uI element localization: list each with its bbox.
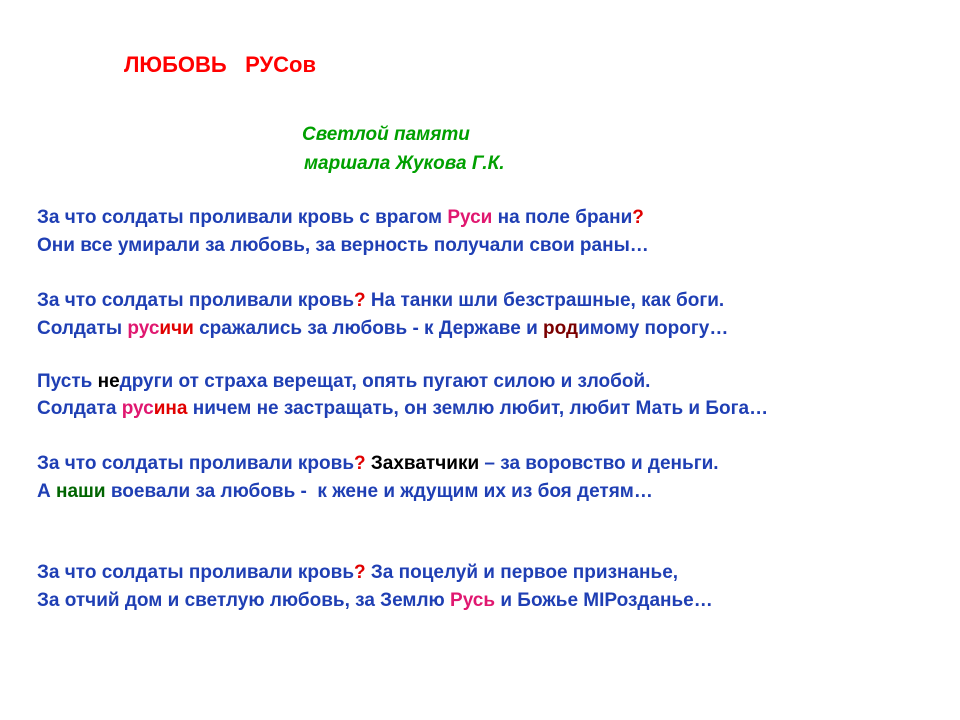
text-run: За что солдаты проливали кровь [37,453,354,474]
text-run: не [97,371,120,392]
text-run: Русь [450,590,496,611]
text-run: ? [354,562,366,583]
text-run: Пусть [37,371,98,392]
dedication-line-2: маршала Жукова Г.К. [304,153,505,174]
text-run: За поцелуй и первое признанье, [365,562,679,583]
text-run: За что солдаты проливали кровь с врагом [37,207,448,228]
stanza-5-line-1 [37,561,678,585]
text-run: Солдата [37,398,122,419]
text-run: За что солдаты проливали кровь [37,562,354,583]
stanza-1-line-2 [37,234,649,258]
stanza-3-line-2 [37,397,768,421]
text-run: на поле брани [492,207,633,228]
text-run: Захватчики [365,453,480,474]
dedication-line-1: Светлой памяти [302,124,470,145]
text-run: имому порогу… [578,318,729,339]
text-run: ичи [159,318,194,339]
text-run: За отчий дом и светлую любовь, за Землю [37,590,451,611]
text-run: Они все умирали за любовь, за верность получали свои раны… [37,235,649,256]
text-run: рус [127,318,160,339]
text-run: – за воровство и деньги. [479,453,719,474]
text-run: На танки шли безстрашные, как боги. [365,290,725,311]
text-run: Солдаты [37,318,128,339]
text-run: За что солдаты проливали кровь [37,290,354,311]
text-run: ? [354,453,366,474]
poem-title: ЛЮБОВЬ РУСов [124,52,317,77]
stanza-3-line-1 [37,370,650,394]
stanza-2-line-2 [37,317,728,341]
text-run: и Божье МIРозданье… [495,590,713,611]
stanza-4-line-2 [37,480,653,504]
text-run: Руси [447,207,493,228]
text-run: ничем не застращать, он землю любит, любит Мать и Бога… [187,398,769,419]
text-run: ? [354,290,366,311]
text-run: ? [632,207,644,228]
text-run: ина [153,398,188,419]
text-run: А [37,481,56,502]
text-run: наши [56,481,106,502]
text-run: род [543,318,579,339]
stanza-1-line-1 [37,206,644,230]
text-run: рус [121,398,154,419]
text-run: други от страха верещат, опять пугают силою и злобой. [119,371,651,392]
text-run: воевали за любовь - к жене и ждущим их из боя детям… [105,481,653,502]
stanza-4-line-1 [37,452,719,476]
text-run: сражались за любовь - к Державе и [193,318,544,339]
stanza-5-line-2 [37,589,713,613]
stanza-2-line-1 [37,289,724,313]
